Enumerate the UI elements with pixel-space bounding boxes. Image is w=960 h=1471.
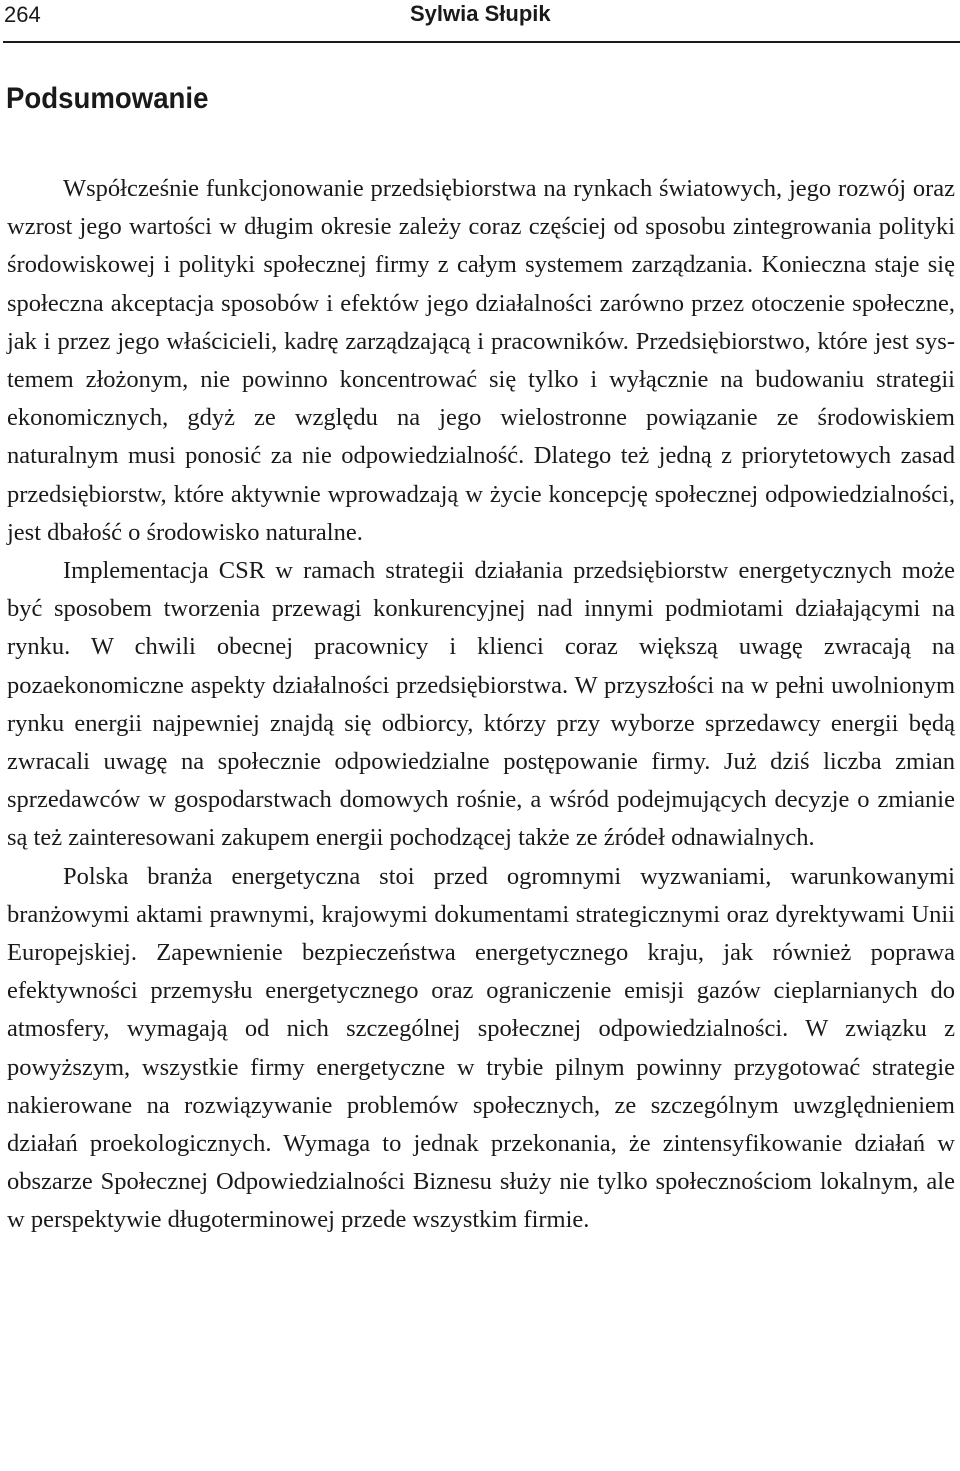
running-header: [0, 0, 960, 44]
paragraph-1: Współcześnie funkcjonowanie przedsiębiorstwa na rynkach światowych, jego rozwój oraz wzrost jego wartości w długim okresie zależy coraz częściej od sposobu zintegrowania polityki środowiskowej i polityki społecznej firmy z całym systemem zarządzania. Konieczna staje się społeczna akceptacja sposobów i efektów jego działalności zarówno przez otoczenie społeczne, jak i przez jego właścicieli, kadrę zarządzającą i pracowników. Przedsiębiorstwo, które jest systemem złożonym, nie powinno koncentrować się tylko i wyłącznie na budowaniu strategii ekonomicznych, gdyż ze względu na jego wielostronne powiązanie ze środowiskiem naturalnym musi ponosić za nie odpowiedzialność. Dlatego też jedną z priorytetowych zasad przedsiębiorstw, które aktywnie wprowadzają w życie koncepcję społecznej odpowiedzialności, jest dbałość o środowisko naturalne.: [7, 175, 955, 546]
header-rule: [3, 41, 960, 43]
running-head-author: Sylwia Słupik: [410, 1, 551, 26]
paragraph-2: Implementacja CSR w ramach strategii działania przedsiębiorstw energetycznych może być sposobem tworzenia przewagi konkurencyjnej nad innymi podmiotami działającymi na rynku. W chwili obecnej pracownicy i klienci coraz większą uwagę zwracają na pozaekonomiczne aspekty działalności przedsiębiorstwa. W przyszłości na w pełni uwolnionym rynku energii najpewniej znajdą się odbiorcy, którzy przy wyborze sprzedawcy energii będą zwracali uwagę na społecznie odpowiedzialne postępowanie firmy. Już dziś liczba zmian sprzedawców w gospodarstwach domowych rośnie, a wśród podejmujących decyzje o zmianie są też zainteresowani zakupem energii pochodzącej także ze źródeł odnawialnych.: [7, 557, 955, 852]
paragraph-3: Polska branża energetyczna stoi przed ogromnymi wyzwaniami, warunkowanymi branżowymi aktami prawnymi, krajowymi dokumentami strategicznymi oraz dyrektywami Unii Europejskiej. Zapewnienie bezpieczeństwa energetycznego kraju, jak również poprawa efektywności przemysłu energetycznego oraz ograniczenie emisji gazów cieplarnianych do atmosfery, wymagają od nich szczególnej społecznej odpowiedzialności. W związku z powyższym, wszystkie firmy energetyczne w trybie pilnym powinny przygotować strategie nakierowane na rozwiązywanie problemów społecznych, ze szczególnym uwzględnieniem działań proekologicznych. Wymaga to jednak przekonania, że zintensyfikowanie działań w obszarze Społecznej Odpowiedzialności Biznesu służy nie tylko społecznościom lokalnym, ale w perspektywie długoterminowej przede wszystkim firmie.: [7, 862, 955, 1234]
section-title: Podsumowanie: [6, 82, 209, 115]
page-number: 264: [4, 2, 41, 27]
body-text: [7, 170, 955, 1240]
